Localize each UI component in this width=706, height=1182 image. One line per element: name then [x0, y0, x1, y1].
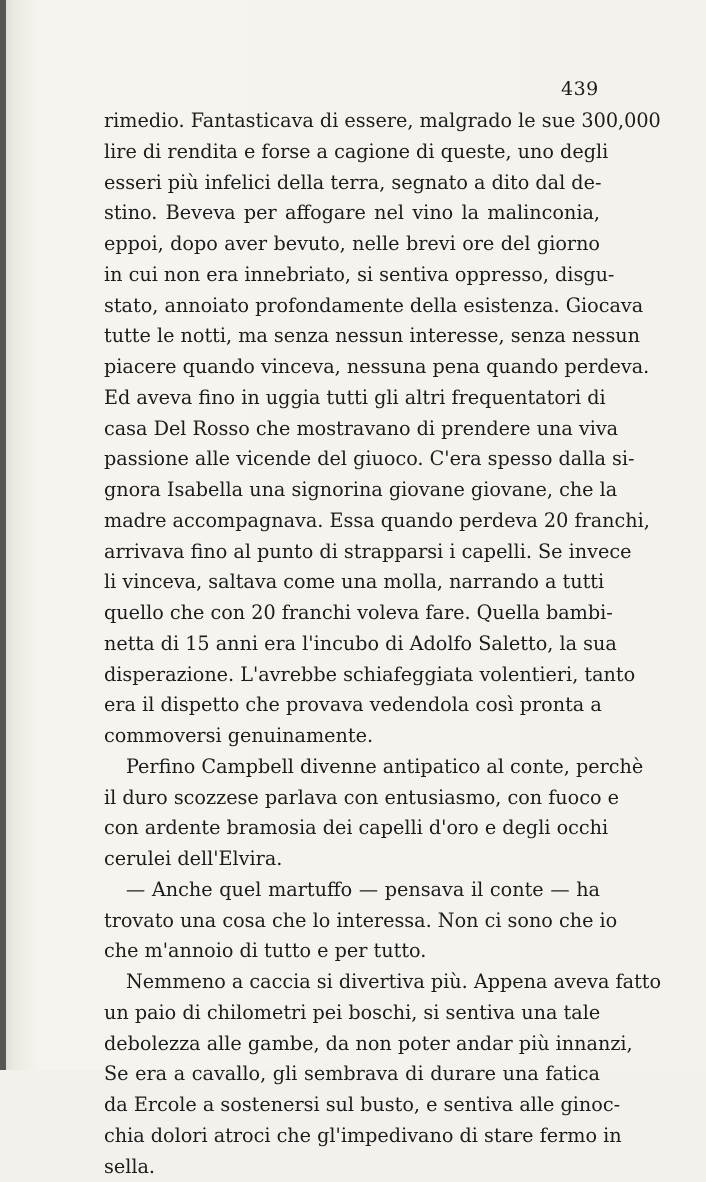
paragraph: [104, 752, 600, 875]
text-line: netta di 15 anni era l'incubo di Adolfo Saletto, la sua: [104, 629, 600, 660]
text-line: un paio di chilometri pei boschi, si sentiva una tale: [104, 998, 600, 1029]
text-line: gnora Isabella una signorina giovane giovane, che la: [104, 475, 600, 506]
text-line: chia dolori atroci che gl'impedivano di stare fermo in: [104, 1121, 600, 1152]
text-line: Perfino Campbell divenne antipatico al conte, perchè: [104, 752, 600, 783]
text-line: Se era a cavallo, gli sembrava di durare una fatica: [104, 1059, 600, 1090]
text-line: che m'annoio di tutto e per tutto.: [104, 936, 600, 967]
text-line: commoversi genuinamente.: [104, 721, 600, 752]
text-line: Ed aveva fino in uggia tutti gli altri frequentatori di: [104, 383, 600, 414]
text-line: eppoi, dopo aver bevuto, nelle brevi ore del giorno: [104, 229, 600, 260]
text-line: trovato una cosa che lo interessa. Non ci sono che io: [104, 906, 600, 937]
paragraph: [104, 967, 600, 1182]
text-line: Nemmeno a caccia si divertiva più. Appena aveva fatto: [104, 967, 600, 998]
paragraph: [104, 875, 600, 967]
text-line: in cui non era innebriato, si sentiva oppresso, disgu-: [104, 260, 600, 291]
paragraph: [104, 106, 600, 752]
text-line: con ardente bramosia dei capelli d'oro e degli occhi: [104, 813, 600, 844]
page-number: 439: [561, 78, 599, 100]
text-line: rimedio. Fantasticava di essere, malgrado le sue 300,000: [104, 106, 600, 137]
text-line: piacere quando vinceva, nessuna pena quando perdeva.: [104, 352, 600, 383]
text-line: da Ercole a sostenersi sul busto, e sentiva alle ginoc-: [104, 1090, 600, 1121]
text-line: quello che con 20 franchi voleva fare. Quella bambi-: [104, 598, 600, 629]
text-line: cerulei dell'Elvira.: [104, 844, 600, 875]
text-line: tutte le notti, ma senza nessun interesse, senza nessun: [104, 321, 600, 352]
text-line: lire di rendita e forse a cagione di queste, uno degli: [104, 137, 600, 168]
text-line: arrivava fino al punto di strapparsi i capelli. Se invece: [104, 537, 600, 568]
text-line: sella.: [104, 1152, 600, 1182]
text-line: — Anche quel martuffo — pensava il conte — ha: [104, 875, 600, 906]
text-line: il duro scozzese parlava con entusiasmo, con fuoco e: [104, 783, 600, 814]
text-line: li vinceva, saltava come una molla, narrando a tutti: [104, 567, 600, 598]
text-line: disperazione. L'avrebbe schiafeggiata volentieri, tanto: [104, 660, 600, 691]
text-line: passione alle vicende del giuoco. C'era spesso dalla si-: [104, 444, 600, 475]
text-line: madre accompagnava. Essa quando perdeva 20 franchi,: [104, 506, 600, 537]
text-line: esseri più infelici della terra, segnato a dito dal de-: [104, 168, 600, 199]
text-line: debolezza alle gambe, da non poter andar più innanzi,: [104, 1029, 600, 1060]
body-text: [104, 106, 600, 1182]
text-line: stino. Beveva per affogare nel vino la malinconia,: [104, 198, 600, 229]
text-line: casa Del Rosso che mostravano di prendere una viva: [104, 414, 600, 445]
text-line: era il dispetto che provava vedendola così pronta a: [104, 690, 600, 721]
text-line: stato, annoiato profondamente della esistenza. Giocava: [104, 291, 600, 322]
page-binding-edge: [0, 0, 6, 1070]
